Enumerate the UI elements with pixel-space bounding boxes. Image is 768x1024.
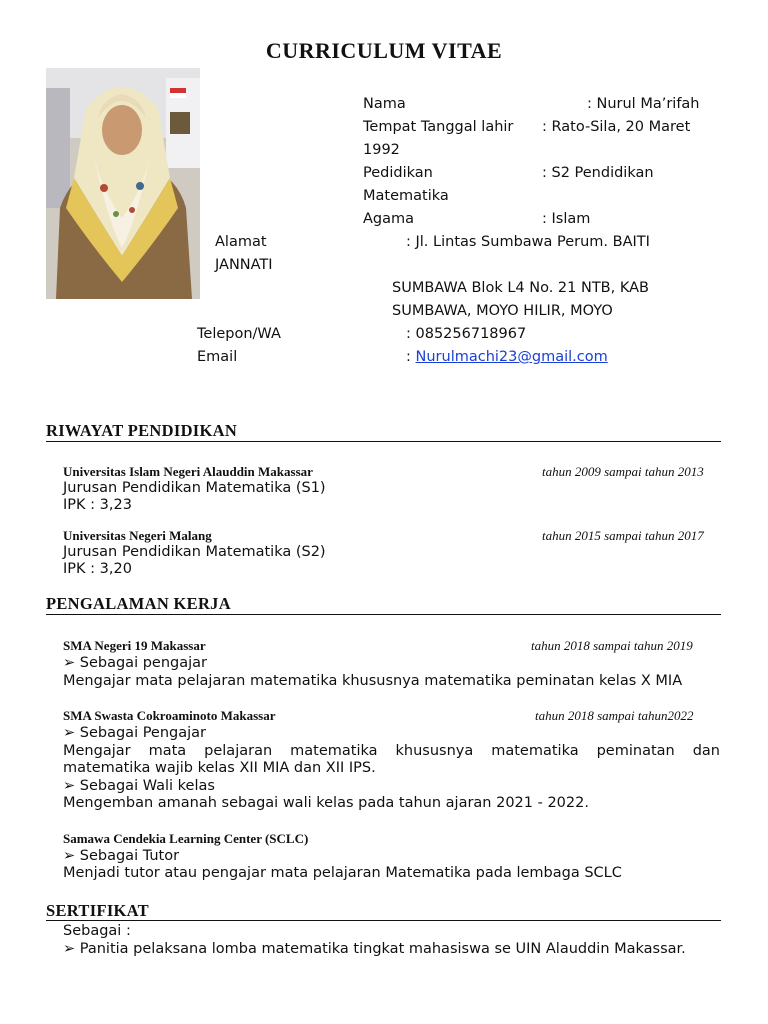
job-institution: SMA Negeri 19 Makassar (63, 638, 206, 653)
section-divider (46, 614, 721, 615)
certificate-item-text: Panitia pelaksana lomba matematika tingkat mahasiswa se UIN Alauddin Makassar. (79, 941, 686, 957)
education-institution: Universitas Negeri Malang (63, 528, 212, 543)
ttl-value: : Rato-Sila, 20 Maret (542, 119, 691, 135)
job-role-text: Sebagai Tutor (79, 848, 180, 864)
ttl-continuation: 1992 (363, 142, 400, 158)
job-role-text: Sebagai Pengajar (79, 725, 207, 741)
section-divider (46, 920, 721, 921)
job-period: tahun 2018 sampai tahun2022 (535, 708, 694, 723)
education-major: Jurusan Pendidikan Matematika (S2) (63, 544, 326, 560)
certificate-intro: Sebagai : (63, 923, 131, 939)
alamat-continuation-3: SUMBAWA, MOYO HILIR, MOYO (392, 303, 613, 319)
job-description: Mengemban amanah sebagai wali kelas pada tahun ajaran 2021 - 2022. (63, 795, 589, 811)
agama-label: Agama (363, 211, 415, 227)
email-colon: : (406, 349, 411, 365)
nama-label: Nama (363, 96, 406, 112)
section-title-pendidikan: RIWAYAT PENDIDIKAN (46, 421, 238, 440)
job-institution: SMA Swasta Cokroaminoto Makassar (63, 708, 276, 723)
alamat-value: : Jl. Lintas Sumbawa Perum. BAITI (406, 234, 650, 250)
bullet-arrow-icon: ➢ (63, 655, 76, 671)
telepon-label: Telepon/WA (197, 326, 281, 342)
ttl-label: Tempat Tanggal lahir (363, 119, 514, 135)
education-institution: Universitas Islam Negeri Alauddin Makassar (63, 464, 313, 479)
bullet-arrow-icon: ➢ (63, 778, 76, 794)
alamat-continuation-1: JANNATI (215, 257, 273, 273)
job-role (63, 848, 179, 864)
pendidikan-label: Pedidikan (363, 165, 433, 181)
certificate-item (63, 941, 686, 957)
job-role-text: Sebagai pengajar (79, 655, 207, 671)
agama-value: : Islam (542, 211, 591, 227)
job-role (63, 655, 207, 671)
page-title: CURRICULUM VITAE (265, 38, 503, 63)
bullet-arrow-icon: ➢ (63, 848, 76, 864)
education-gpa: IPK : 3,23 (63, 497, 132, 513)
job-description-line: Mengajar mata pelajaran matematika khususnya matematika peminatan dan (63, 743, 720, 759)
job-description: Menjadi tutor atau pengajar mata pelajaran Matematika pada lembaga SCLC (63, 865, 622, 881)
education-period: tahun 2009 sampai tahun 2013 (542, 464, 704, 479)
job-description-line: matematika wajib kelas XII MIA dan XII IPS. (63, 760, 376, 776)
nama-value: : Nurul Ma’rifah (587, 96, 700, 112)
profile-photo-illustration (46, 68, 200, 299)
bullet-arrow-icon: ➢ (63, 725, 76, 741)
pendidikan-continuation: Matematika (363, 188, 449, 204)
job-description: Mengajar mata pelajaran matematika khususnya matematika peminatan kelas X MIA (63, 673, 683, 689)
email-label: Email (197, 349, 238, 365)
pendidikan-value: : S2 Pendidikan (542, 165, 654, 181)
job-role (63, 778, 215, 794)
education-major: Jurusan Pendidikan Matematika (S1) (63, 480, 326, 496)
section-title-sertifikat: SERTIFIKAT (46, 901, 149, 920)
email-link[interactable]: Nurulmachi23@gmail.com (415, 349, 608, 365)
education-gpa: IPK : 3,20 (63, 561, 132, 577)
alamat-continuation-2: SUMBAWA Blok L4 No. 21 NTB, KAB (392, 280, 649, 296)
telepon-value: : 085256718967 (406, 326, 527, 342)
profile-photo (46, 68, 200, 299)
email-value-row (406, 346, 608, 369)
section-title-kerja: PENGALAMAN KERJA (46, 594, 231, 613)
bullet-arrow-icon: ➢ (63, 941, 76, 957)
section-divider (46, 441, 721, 442)
alamat-label: Alamat (215, 234, 267, 250)
job-role-text: Sebagai Wali kelas (79, 778, 215, 794)
job-institution: Samawa Cendekia Learning Center (SCLC) (63, 831, 309, 846)
education-period: tahun 2015 sampai tahun 2017 (542, 528, 704, 543)
job-role (63, 725, 206, 741)
job-period: tahun 2018 sampai tahun 2019 (531, 638, 693, 653)
